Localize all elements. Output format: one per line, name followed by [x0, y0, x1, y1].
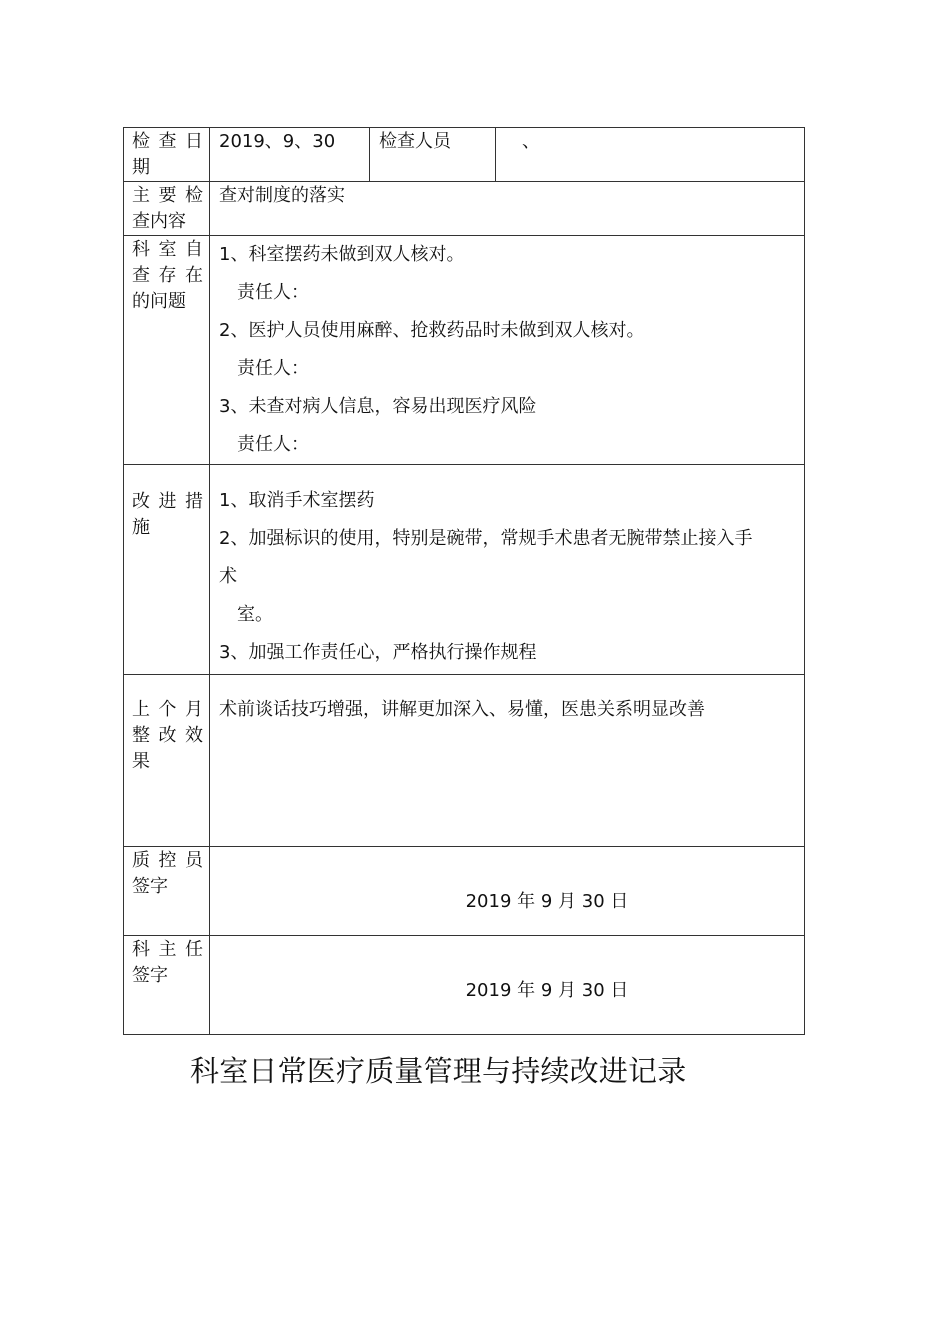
label-improvement-measures: 改进措施: [124, 465, 210, 675]
problem-line: 1、科室摆药未做到双人核对。: [219, 244, 465, 265]
value-inspector: 、: [496, 128, 805, 182]
value-director-signature: [210, 936, 805, 1035]
label-inspection-date: 检查日期: [124, 128, 210, 182]
value-last-month-effect: 术前谈话技巧增强，讲解更加深入、易懂，医患关系明显改善: [210, 675, 805, 847]
label-last-month-effect: 上个月整改效果: [124, 675, 210, 847]
measure-line: 术: [219, 566, 237, 587]
row-inspection-date: [124, 128, 805, 182]
row-director-signature: [124, 936, 805, 1035]
measure-line: 1、取消手术室摆药: [219, 490, 375, 511]
responsible-line: 责任人：: [237, 434, 309, 455]
value-inspection-date: 2019、9、30: [210, 128, 370, 182]
value-qc-signature: [210, 847, 805, 936]
value-self-check-problems: [210, 236, 805, 465]
label-main-content: 主要检查内容: [124, 182, 210, 236]
problem-line: 3、未查对病人信息，容易出现医疗风险: [219, 396, 537, 417]
label-qc-signature: 质控员签字: [124, 847, 210, 936]
quality-record-table: [123, 127, 805, 1035]
measure-line: 室。: [237, 604, 273, 625]
value-improvement-measures: [210, 465, 805, 675]
document-title: 科室日常医疗质量管理与持续改进记录: [190, 1054, 687, 1088]
signature-date: 2019 年 9 月 30 日: [465, 980, 629, 1001]
value-main-content: 查对制度的落实: [210, 182, 805, 236]
row-last-month-effect: [124, 675, 805, 847]
row-main-content: [124, 182, 805, 236]
signature-date: 2019 年 9 月 30 日: [465, 891, 629, 912]
row-qc-signature: [124, 847, 805, 936]
measure-line: 2、加强标识的使用，特别是碗带，常规手术患者无腕带禁止接入手: [219, 528, 753, 549]
label-director-signature: 科主任签字: [124, 936, 210, 1035]
measure-line: 3、加强工作责任心，严格执行操作规程: [219, 642, 537, 663]
label-inspector: 检查人员: [370, 128, 496, 182]
problem-line: 2、医护人员使用麻醉、抢救药品时未做到双人核对。: [219, 320, 645, 341]
responsible-line: 责任人：: [237, 358, 309, 379]
row-improvement-measures: [124, 465, 805, 675]
responsible-line: 责任人：: [237, 282, 309, 303]
label-self-check-problems: 科室自查存在的问题: [124, 236, 210, 465]
row-self-check-problems: [124, 236, 805, 465]
